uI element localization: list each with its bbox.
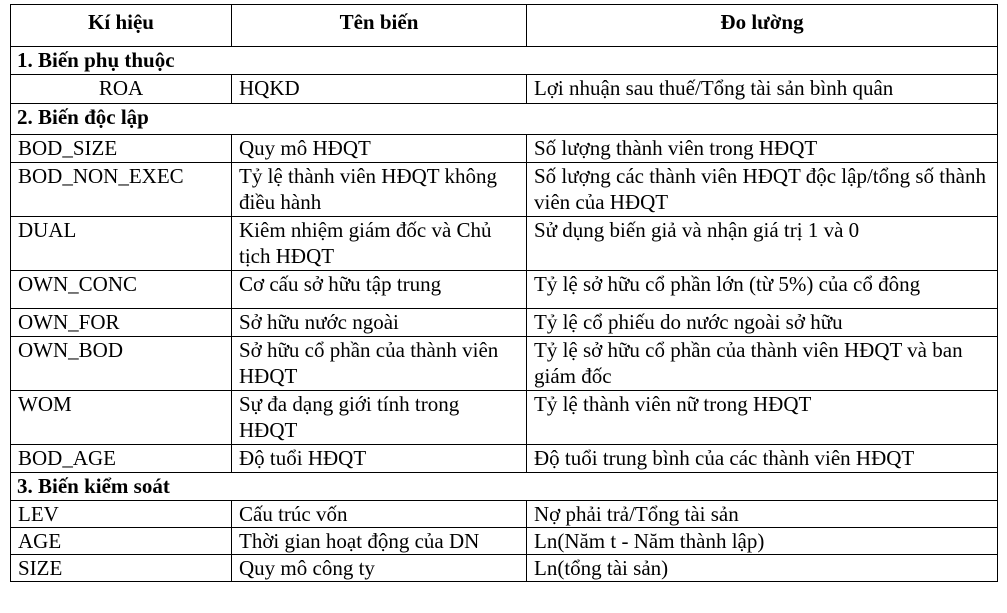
table-row [11,75,998,104]
cell-measure: Nợ phải trả/Tổng tài sản [527,501,998,528]
cell-symbol: BOD_AGE [11,445,232,473]
cell-symbol: ROA [11,75,232,104]
cell-symbol: DUAL [11,217,232,271]
cell-measure: Ln(Năm t - Năm thành lập) [527,528,998,555]
cell-name: Tỷ lệ thành viên HĐQT không điều hành [232,163,527,217]
cell-symbol: BOD_NON_EXEC [11,163,232,217]
cell-measure: Lợi nhuận sau thuế/Tổng tài sản bình quân [527,75,998,104]
section-title: 1. Biến phụ thuộc [11,47,998,75]
section-row-independent [11,104,998,135]
cell-measure: Sử dụng biến giả và nhận giá trị 1 và 0 [527,217,998,271]
cell-symbol: SIZE [11,555,232,582]
cell-measure: Tỷ lệ sở hữu cổ phần của thành viên HĐQT và ban giám đốc [527,337,998,391]
cell-name: Quy mô công ty [232,555,527,582]
cell-symbol: BOD_SIZE [11,135,232,163]
header-symbol: Kí hiệu [11,5,232,47]
cell-symbol: OWN_CONC [11,271,232,309]
table-row [11,163,998,217]
table-row [11,501,998,528]
section-row-dependent [11,47,998,75]
cell-name: Sở hữu nước ngoài [232,309,527,337]
cell-measure: Tỷ lệ sở hữu cổ phần lớn (từ 5%) của cổ đông [527,271,998,309]
table-row [11,445,998,473]
cell-measure: Ln(tổng tài sản) [527,555,998,582]
cell-measure: Độ tuổi trung bình của các thành viên HĐQT [527,445,998,473]
table-row [11,271,998,309]
header-measure: Đo lường [527,5,998,47]
cell-name: Kiêm nhiệm giám đốc và Chủ tịch HĐQT [232,217,527,271]
table-row [11,528,998,555]
table-row [11,391,998,445]
cell-name: Độ tuổi HĐQT [232,445,527,473]
cell-symbol: OWN_FOR [11,309,232,337]
cell-name: Thời gian hoạt động của DN [232,528,527,555]
cell-name: Cơ cấu sở hữu tập trung [232,271,527,309]
table-row [11,309,998,337]
cell-symbol: AGE [11,528,232,555]
cell-measure: Tỷ lệ cổ phiếu do nước ngoài sở hữu [527,309,998,337]
cell-symbol: OWN_BOD [11,337,232,391]
cell-name: HQKD [232,75,527,104]
cell-symbol: WOM [11,391,232,445]
cell-measure: Tỷ lệ thành viên nữ trong HĐQT [527,391,998,445]
section-title: 2. Biến độc lập [11,104,998,135]
section-title: 3. Biến kiểm soát [11,473,998,501]
cell-name: Cấu trúc vốn [232,501,527,528]
variables-table [10,4,998,582]
table-row [11,217,998,271]
header-name: Tên biến [232,5,527,47]
cell-name: Sự đa dạng giới tính trong HĐQT [232,391,527,445]
cell-symbol: LEV [11,501,232,528]
cell-measure: Số lượng các thành viên HĐQT độc lập/tổng số thành viên của HĐQT [527,163,998,217]
section-row-control [11,473,998,501]
cell-name: Sở hữu cổ phần của thành viên HĐQT [232,337,527,391]
cell-measure: Số lượng thành viên trong HĐQT [527,135,998,163]
cell-name: Quy mô HĐQT [232,135,527,163]
table-row [11,555,998,582]
table-row [11,135,998,163]
table-row [11,337,998,391]
table-header-row [11,5,998,47]
